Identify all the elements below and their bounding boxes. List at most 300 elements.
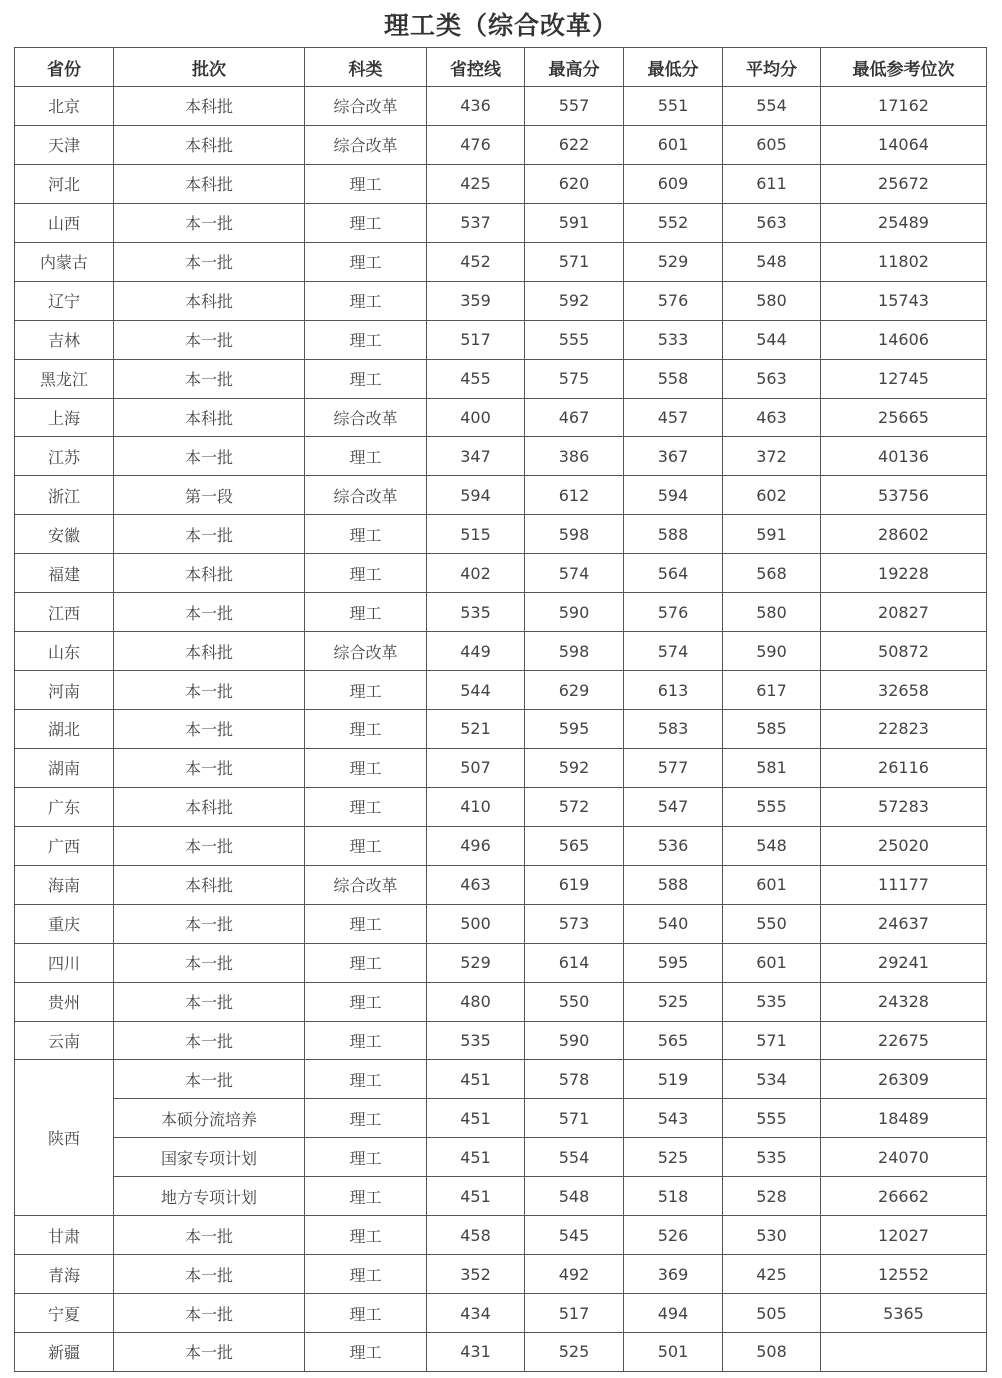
avg-score-cell: 605 (723, 125, 821, 164)
min-rank-cell: 19228 (821, 554, 987, 593)
min-score-cell: 518 (624, 1177, 723, 1216)
table-row (15, 476, 987, 515)
min-score-cell: 529 (624, 242, 723, 281)
min-rank-cell: 26662 (821, 1177, 987, 1216)
table-row (15, 748, 987, 787)
avg-score-cell: 530 (723, 1216, 821, 1255)
header-row (15, 48, 987, 87)
header-avg-score: 平均分 (723, 48, 821, 87)
table-row (15, 1294, 987, 1333)
min-score-cell: 551 (624, 87, 723, 126)
table-row (15, 554, 987, 593)
max-score-cell: 554 (525, 1138, 624, 1177)
batch-cell: 本硕分流培养 (114, 1099, 305, 1138)
batch-cell: 本科批 (114, 87, 305, 126)
min-rank-cell: 22675 (821, 1021, 987, 1060)
province-cell: 广西 (15, 826, 114, 865)
batch-cell: 本一批 (114, 943, 305, 982)
control-line-cell: 476 (427, 125, 525, 164)
avg-score-cell: 580 (723, 281, 821, 320)
avg-score-cell: 617 (723, 671, 821, 710)
table-row (15, 865, 987, 904)
category-cell: 理工 (305, 710, 427, 749)
max-score-cell: 592 (525, 748, 624, 787)
table-row (15, 982, 987, 1021)
min-score-cell: 577 (624, 748, 723, 787)
min-score-cell: 588 (624, 865, 723, 904)
min-rank-cell: 24070 (821, 1138, 987, 1177)
max-score-cell: 629 (525, 671, 624, 710)
province-cell: 湖南 (15, 748, 114, 787)
table-row (15, 826, 987, 865)
avg-score-cell: 601 (723, 943, 821, 982)
province-cell: 湖北 (15, 710, 114, 749)
province-cell: 天津 (15, 125, 114, 164)
min-score-cell: 533 (624, 320, 723, 359)
max-score-cell: 386 (525, 437, 624, 476)
control-line-cell: 529 (427, 943, 525, 982)
batch-cell: 本一批 (114, 1060, 305, 1099)
control-line-cell: 451 (427, 1099, 525, 1138)
control-line-cell: 451 (427, 1177, 525, 1216)
control-line-cell: 451 (427, 1138, 525, 1177)
control-line-cell: 352 (427, 1255, 525, 1294)
page-title: 理工类（综合改革） (383, 11, 618, 40)
table-row (15, 1021, 987, 1060)
table-row (15, 1060, 987, 1099)
min-rank-cell: 24328 (821, 982, 987, 1021)
category-cell: 理工 (305, 203, 427, 242)
batch-cell: 本一批 (114, 710, 305, 749)
control-line-cell: 515 (427, 515, 525, 554)
batch-cell: 本科批 (114, 787, 305, 826)
table-row (15, 242, 987, 281)
avg-score-cell: 591 (723, 515, 821, 554)
header-max-score: 最高分 (525, 48, 624, 87)
batch-cell: 本科批 (114, 125, 305, 164)
batch-cell: 第一段 (114, 476, 305, 515)
table-row (15, 437, 987, 476)
min-rank-cell: 17162 (821, 87, 987, 126)
batch-cell: 本科批 (114, 632, 305, 671)
min-rank-cell: 53756 (821, 476, 987, 515)
batch-cell: 本科批 (114, 164, 305, 203)
table-row (15, 1333, 987, 1372)
table-row (15, 87, 987, 126)
header-control-line: 省控线 (427, 48, 525, 87)
table-row (15, 320, 987, 359)
province-cell: 江西 (15, 593, 114, 632)
table-row (15, 1177, 987, 1216)
min-rank-cell: 25672 (821, 164, 987, 203)
avg-score-cell: 555 (723, 787, 821, 826)
min-score-cell: 543 (624, 1099, 723, 1138)
score-table (14, 47, 987, 1372)
province-cell: 浙江 (15, 476, 114, 515)
control-line-cell: 496 (427, 826, 525, 865)
min-rank-cell: 14064 (821, 125, 987, 164)
min-rank-cell: 25020 (821, 826, 987, 865)
table-row (15, 1216, 987, 1255)
min-score-cell: 558 (624, 359, 723, 398)
table-row (15, 281, 987, 320)
category-cell: 综合改革 (305, 125, 427, 164)
min-rank-cell: 29241 (821, 943, 987, 982)
max-score-cell: 548 (525, 1177, 624, 1216)
min-rank-cell (821, 1333, 987, 1372)
control-line-cell: 359 (427, 281, 525, 320)
max-score-cell: 550 (525, 982, 624, 1021)
province-cell: 山东 (15, 632, 114, 671)
table-body (15, 87, 987, 1372)
province-cell: 北京 (15, 87, 114, 126)
province-cell: 海南 (15, 865, 114, 904)
max-score-cell: 590 (525, 1021, 624, 1060)
control-line-cell: 535 (427, 1021, 525, 1060)
province-cell: 贵州 (15, 982, 114, 1021)
min-score-cell: 588 (624, 515, 723, 554)
batch-cell: 本一批 (114, 515, 305, 554)
avg-score-cell: 544 (723, 320, 821, 359)
control-line-cell: 521 (427, 710, 525, 749)
category-cell: 理工 (305, 515, 427, 554)
max-score-cell: 619 (525, 865, 624, 904)
category-cell: 理工 (305, 1138, 427, 1177)
min-score-cell: 457 (624, 398, 723, 437)
max-score-cell: 574 (525, 554, 624, 593)
province-cell: 广东 (15, 787, 114, 826)
control-line-cell: 537 (427, 203, 525, 242)
avg-score-cell: 611 (723, 164, 821, 203)
batch-cell: 本一批 (114, 242, 305, 281)
avg-score-cell: 554 (723, 87, 821, 126)
table-row (15, 787, 987, 826)
province-cell: 四川 (15, 943, 114, 982)
province-cell: 甘肃 (15, 1216, 114, 1255)
min-rank-cell: 20827 (821, 593, 987, 632)
province-cell: 江苏 (15, 437, 114, 476)
control-line-cell: 431 (427, 1333, 525, 1372)
min-rank-cell: 28602 (821, 515, 987, 554)
avg-score-cell: 372 (723, 437, 821, 476)
table-row (15, 515, 987, 554)
min-score-cell: 595 (624, 943, 723, 982)
control-line-cell: 452 (427, 242, 525, 281)
avg-score-cell: 571 (723, 1021, 821, 1060)
avg-score-cell: 463 (723, 398, 821, 437)
province-cell: 河北 (15, 164, 114, 203)
min-rank-cell: 25665 (821, 398, 987, 437)
province-cell: 新疆 (15, 1333, 114, 1372)
avg-score-cell: 535 (723, 982, 821, 1021)
header-min-score: 最低分 (624, 48, 723, 87)
max-score-cell: 557 (525, 87, 624, 126)
category-cell: 综合改革 (305, 865, 427, 904)
min-score-cell: 564 (624, 554, 723, 593)
category-cell: 理工 (305, 359, 427, 398)
avg-score-cell: 535 (723, 1138, 821, 1177)
min-rank-cell: 26309 (821, 1060, 987, 1099)
max-score-cell: 614 (525, 943, 624, 982)
min-score-cell: 519 (624, 1060, 723, 1099)
avg-score-cell: 563 (723, 203, 821, 242)
min-score-cell: 576 (624, 281, 723, 320)
max-score-cell: 598 (525, 515, 624, 554)
control-line-cell: 455 (427, 359, 525, 398)
min-rank-cell: 11177 (821, 865, 987, 904)
min-score-cell: 583 (624, 710, 723, 749)
min-rank-cell: 22823 (821, 710, 987, 749)
category-cell: 理工 (305, 787, 427, 826)
batch-cell: 本一批 (114, 1333, 305, 1372)
header-min-rank: 最低参考位次 (821, 48, 987, 87)
avg-score-cell: 528 (723, 1177, 821, 1216)
avg-score-cell: 585 (723, 710, 821, 749)
control-line-cell: 347 (427, 437, 525, 476)
min-score-cell: 525 (624, 1138, 723, 1177)
control-line-cell: 436 (427, 87, 525, 126)
control-line-cell: 500 (427, 904, 525, 943)
control-line-cell: 434 (427, 1294, 525, 1333)
table-row (15, 632, 987, 671)
table-row (15, 593, 987, 632)
province-cell: 重庆 (15, 904, 114, 943)
min-score-cell: 369 (624, 1255, 723, 1294)
min-score-cell: 552 (624, 203, 723, 242)
max-score-cell: 572 (525, 787, 624, 826)
min-score-cell: 525 (624, 982, 723, 1021)
province-cell: 青海 (15, 1255, 114, 1294)
max-score-cell: 622 (525, 125, 624, 164)
batch-cell: 本一批 (114, 359, 305, 398)
avg-score-cell: 568 (723, 554, 821, 593)
min-rank-cell: 26116 (821, 748, 987, 787)
header-province: 省份 (15, 48, 114, 87)
category-cell: 理工 (305, 1099, 427, 1138)
batch-cell: 本一批 (114, 982, 305, 1021)
batch-cell: 地方专项计划 (114, 1177, 305, 1216)
table-row (15, 164, 987, 203)
batch-cell: 本一批 (114, 1255, 305, 1294)
category-cell: 理工 (305, 1333, 427, 1372)
min-rank-cell: 32658 (821, 671, 987, 710)
category-cell: 理工 (305, 1060, 427, 1099)
table-row (15, 671, 987, 710)
control-line-cell: 480 (427, 982, 525, 1021)
control-line-cell: 451 (427, 1060, 525, 1099)
batch-cell: 本一批 (114, 437, 305, 476)
min-rank-cell: 12027 (821, 1216, 987, 1255)
province-cell: 安徽 (15, 515, 114, 554)
province-cell: 吉林 (15, 320, 114, 359)
control-line-cell: 410 (427, 787, 525, 826)
control-line-cell: 535 (427, 593, 525, 632)
avg-score-cell: 555 (723, 1099, 821, 1138)
province-cell: 辽宁 (15, 281, 114, 320)
control-line-cell: 544 (427, 671, 525, 710)
avg-score-cell: 534 (723, 1060, 821, 1099)
table-row (15, 359, 987, 398)
category-cell: 理工 (305, 320, 427, 359)
control-line-cell: 463 (427, 865, 525, 904)
min-rank-cell: 40136 (821, 437, 987, 476)
min-score-cell: 601 (624, 125, 723, 164)
max-score-cell: 591 (525, 203, 624, 242)
table-row (15, 710, 987, 749)
province-cell: 河南 (15, 671, 114, 710)
control-line-cell: 594 (427, 476, 525, 515)
table-row (15, 398, 987, 437)
batch-cell: 本一批 (114, 671, 305, 710)
min-score-cell: 494 (624, 1294, 723, 1333)
min-score-cell: 367 (624, 437, 723, 476)
category-cell: 理工 (305, 164, 427, 203)
province-cell: 黑龙江 (15, 359, 114, 398)
max-score-cell: 575 (525, 359, 624, 398)
category-cell: 理工 (305, 943, 427, 982)
category-cell: 理工 (305, 982, 427, 1021)
min-score-cell: 536 (624, 826, 723, 865)
max-score-cell: 598 (525, 632, 624, 671)
batch-cell: 本科批 (114, 398, 305, 437)
batch-cell: 本一批 (114, 748, 305, 787)
table-row (15, 1138, 987, 1177)
min-score-cell: 565 (624, 1021, 723, 1060)
category-cell: 综合改革 (305, 398, 427, 437)
province-cell: 福建 (15, 554, 114, 593)
table-row (15, 1099, 987, 1138)
min-rank-cell: 14606 (821, 320, 987, 359)
province-cell: 山西 (15, 203, 114, 242)
category-cell: 理工 (305, 242, 427, 281)
category-cell: 理工 (305, 281, 427, 320)
max-score-cell: 571 (525, 242, 624, 281)
control-line-cell: 517 (427, 320, 525, 359)
category-cell: 综合改革 (305, 87, 427, 126)
batch-cell: 本一批 (114, 593, 305, 632)
category-cell: 理工 (305, 1177, 427, 1216)
table-row (15, 1255, 987, 1294)
province-cell: 内蒙古 (15, 242, 114, 281)
table-row (15, 203, 987, 242)
control-line-cell: 507 (427, 748, 525, 787)
batch-cell: 本一批 (114, 1216, 305, 1255)
max-score-cell: 545 (525, 1216, 624, 1255)
category-cell: 理工 (305, 593, 427, 632)
table-row (15, 943, 987, 982)
max-score-cell: 555 (525, 320, 624, 359)
min-rank-cell: 24637 (821, 904, 987, 943)
min-rank-cell: 12745 (821, 359, 987, 398)
batch-cell: 本一批 (114, 1294, 305, 1333)
min-rank-cell: 18489 (821, 1099, 987, 1138)
min-score-cell: 526 (624, 1216, 723, 1255)
min-score-cell: 576 (624, 593, 723, 632)
category-cell: 理工 (305, 826, 427, 865)
min-rank-cell: 25489 (821, 203, 987, 242)
max-score-cell: 620 (525, 164, 624, 203)
control-line-cell: 402 (427, 554, 525, 593)
max-score-cell: 590 (525, 593, 624, 632)
batch-cell: 本一批 (114, 203, 305, 242)
province-cell: 宁夏 (15, 1294, 114, 1333)
batch-cell: 本科批 (114, 554, 305, 593)
max-score-cell: 595 (525, 710, 624, 749)
min-rank-cell: 15743 (821, 281, 987, 320)
max-score-cell: 573 (525, 904, 624, 943)
control-line-cell: 425 (427, 164, 525, 203)
batch-cell: 本一批 (114, 320, 305, 359)
avg-score-cell: 548 (723, 242, 821, 281)
avg-score-cell: 550 (723, 904, 821, 943)
control-line-cell: 400 (427, 398, 525, 437)
min-score-cell: 613 (624, 671, 723, 710)
avg-score-cell: 590 (723, 632, 821, 671)
province-cell: 陕西 (15, 1060, 114, 1216)
category-cell: 综合改革 (305, 476, 427, 515)
min-rank-cell: 5365 (821, 1294, 987, 1333)
category-cell: 理工 (305, 904, 427, 943)
control-line-cell: 449 (427, 632, 525, 671)
category-cell: 理工 (305, 1294, 427, 1333)
avg-score-cell: 601 (723, 865, 821, 904)
batch-cell: 国家专项计划 (114, 1138, 305, 1177)
max-score-cell: 565 (525, 826, 624, 865)
avg-score-cell: 505 (723, 1294, 821, 1333)
province-cell: 上海 (15, 398, 114, 437)
min-rank-cell: 50872 (821, 632, 987, 671)
min-score-cell: 594 (624, 476, 723, 515)
batch-cell: 本科批 (114, 865, 305, 904)
max-score-cell: 578 (525, 1060, 624, 1099)
max-score-cell: 492 (525, 1255, 624, 1294)
category-cell: 理工 (305, 671, 427, 710)
avg-score-cell: 425 (723, 1255, 821, 1294)
max-score-cell: 467 (525, 398, 624, 437)
category-cell: 理工 (305, 1255, 427, 1294)
min-score-cell: 501 (624, 1333, 723, 1372)
min-score-cell: 609 (624, 164, 723, 203)
batch-cell: 本科批 (114, 281, 305, 320)
avg-score-cell: 580 (723, 593, 821, 632)
min-rank-cell: 12552 (821, 1255, 987, 1294)
max-score-cell: 571 (525, 1099, 624, 1138)
min-score-cell: 574 (624, 632, 723, 671)
avg-score-cell: 548 (723, 826, 821, 865)
table-row (15, 904, 987, 943)
max-score-cell: 525 (525, 1333, 624, 1372)
avg-score-cell: 581 (723, 748, 821, 787)
category-cell: 理工 (305, 1021, 427, 1060)
avg-score-cell: 508 (723, 1333, 821, 1372)
header-batch: 批次 (114, 48, 305, 87)
table-row (15, 125, 987, 164)
max-score-cell: 517 (525, 1294, 624, 1333)
min-rank-cell: 57283 (821, 787, 987, 826)
batch-cell: 本一批 (114, 826, 305, 865)
category-cell: 理工 (305, 554, 427, 593)
min-score-cell: 547 (624, 787, 723, 826)
max-score-cell: 612 (525, 476, 624, 515)
min-score-cell: 540 (624, 904, 723, 943)
batch-cell: 本一批 (114, 1021, 305, 1060)
header-category: 科类 (305, 48, 427, 87)
category-cell: 理工 (305, 1216, 427, 1255)
category-cell: 理工 (305, 437, 427, 476)
category-cell: 综合改革 (305, 632, 427, 671)
control-line-cell: 458 (427, 1216, 525, 1255)
category-cell: 理工 (305, 748, 427, 787)
